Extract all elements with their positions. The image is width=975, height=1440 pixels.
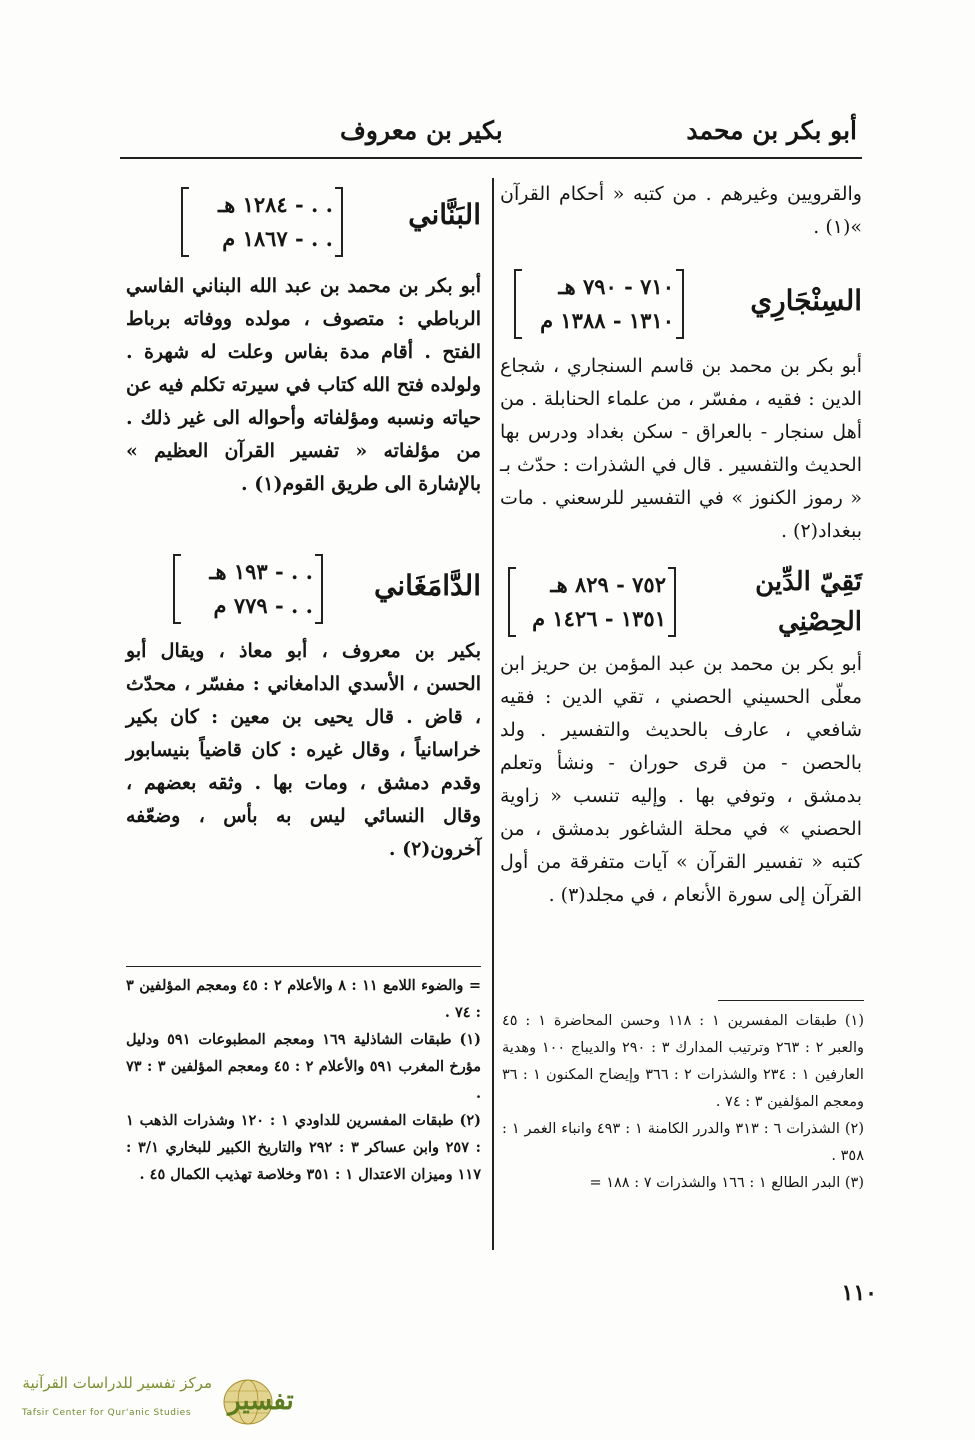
entry-name-hisni (722, 562, 862, 642)
entry-name-sinjari: السِنْجَارِي (750, 284, 862, 317)
logo-arabic-name: مركز تفسير للدراسات القرآنية (22, 1374, 212, 1392)
logo-english-name: Tafsir Center for Qur'anic Studies (22, 1408, 192, 1418)
date-gregorian: . . - ١٨٦٧ م (222, 226, 333, 251)
footnotes-left (126, 972, 481, 1188)
date-gregorian: ١٣٥١ - ١٤٢٦ م (532, 606, 666, 631)
date-box-sinjari (514, 270, 684, 338)
header-rule (120, 157, 862, 159)
running-header-left: بكير بن معروف (340, 116, 503, 145)
entry-name-bannani: البَنَّاني (408, 198, 481, 231)
right-column (500, 178, 862, 912)
date-box-bannani (181, 188, 343, 256)
footnote: (١) طبقات المفسرين ١ : ١١٨ وحسن المحاضرة ١ : ٤٥ والعبر ٢ : ٢٦٣ وترتيب المدارك ٣ : ٢٩٠ والديباج ١٠٠ وهدية العارفين ١ : ٢٣٤ والشذرات ٢ : ٣٦٦ وإيضاح المكنون ١ : ٣٦ ومعجم المؤلفين ٣ : ٧٤ . (502, 1013, 865, 1110)
left-column (126, 178, 481, 866)
logo-wordmark: تفسير (228, 1386, 294, 1416)
date-gregorian: ١٣١٠ - ١٣٨٨ م (540, 308, 674, 333)
footnote-rule-right (718, 1000, 864, 1001)
footnote: (٣) البدر الطالع ١ : ١٦٦ والشذرات ٧ : ١٨٨ = (589, 1175, 864, 1191)
footnotes-right (502, 1008, 864, 1197)
continued-paragraph: والقرويين وغيرهم . من كتبه « أحكام القرآن »(١) . (500, 183, 862, 238)
entry-text-hisni: أبو بكر بن محمد بن عبد المؤمن بن حريز ابن معلّى الحسيني الحصني ، تقي الدين : فقيه شافعي ، عارف بالحديث والتفسير . ولد بالحصن - من قرى حوران - ونشأ وتعلم بدمشق ، وتوفي بها . وإليه تنسب « زاوية الحصني » في محلة الشاغور بدمشق ، من كتبه « تفسير القرآن » آيات متفرقة من أول القرآن إلى سورة الأنعام ، في مجلد(٣) . (500, 653, 862, 906)
date-hijri: ٧٥٢ - ٨٢٩ هـ (550, 572, 666, 597)
entry-header-hisni (500, 558, 862, 648)
entry-text-bannani: أبو بكر بن محمد بن عبد الله البناني الفاسي الرباطي : متصوف ، مولده ووفاته برباط الفتح . أقام مدة بفاس وعلت له شهرة . ولولده فتح الله كتاب في سيرته تكلم فيه عن حياته ونسبه ومؤلفاته وأحواله الى غير ذلك . من مؤلفاته « تفسير القرآن العظيم » بالإشارة الى طريق القوم(١) . (126, 275, 481, 495)
footnote: (٢) طبقات المفسرين للداودي ١ : ١٢٠ وشذرات الذهب ١ : ٢٥٧ وابن عساكر ٣ : ٢٩٢ والتاريخ الكبير للبخاري ٣/١ : ١١٧ وميزان الاعتدال ١ : ٣٥١ وخلاصة تهذيب الكمال ٤٥ . (126, 1112, 482, 1183)
entry-name-line2: الحِصْنِي (778, 607, 862, 637)
date-box-hisni (508, 568, 676, 636)
entry-header-damghani (126, 547, 481, 635)
entry-header-bannani (126, 178, 481, 270)
entry-name-damghani: الدَّامَغَاني (374, 569, 481, 602)
entry-header-sinjari (500, 262, 862, 350)
footnote: (١) طبقات الشاذلية ١٦٩ ومعجم المطبوعات ٥٩١ ودليل مؤرخ المغرب ٥٩١ والأعلام ٢ : ٤٥ ومعجم المؤلفين ٣ : ٧٣ . (126, 1031, 481, 1102)
footnote: = والضوء اللامع ١١ : ٨ والأعلام ٢ : ٤٥ ومعجم المؤلفين ٣ : ٧٤ . (126, 977, 481, 1021)
column-divider (492, 178, 494, 1250)
running-header-right: أبو بكر بن محمد (686, 116, 857, 145)
page-number: ١١٠ (841, 1280, 877, 1306)
date-hijri: . . - ١٢٨٤ هـ (218, 192, 333, 217)
date-gregorian: . . - ٧٧٩ م (213, 593, 313, 618)
tafsir-center-logo (8, 1372, 298, 1430)
footnote-rule-left (126, 966, 481, 967)
entry-text-damghani: بكير بن معروف ، أبو معاذ ، ويقال أبو الحسن ، الأسدي الدامغاني : مفسّر ، محدّث ، قاض . قال يحيى بن معين : كان بكير خراسانياً ، وقال غيره : كان قاضياً بنيسابور وقدم دمشق ، ومات بها . وثقه بعضهم ، وقال النسائي ليس به بأس ، وضعّفه آخرون(٢) . (126, 640, 481, 860)
date-hijri: . . - ١٩٣ هـ (209, 559, 313, 584)
footnote: (٢) الشذرات ٦ : ٣١٣ والدرر الكامنة ١ : ٤٩٣ وانباء الغمر ١ : ٣٥٨ . (502, 1121, 864, 1164)
entry-name-line1: تَقِيّ الدِّين (755, 567, 862, 597)
date-box-damghani (173, 555, 323, 623)
date-hijri: ٧١٠ - ٧٩٠ هـ (558, 274, 674, 299)
entry-text-sinjari: أبو بكر بن محمد بن قاسم السنجاري ، شجاع الدين : فقيه ، مفسّر ، من علماء الحنابلة . من أهل سنجار - بالعراق - سكن بغداد ودرس بها الحديث والتفسير . قال في الشذرات : حدّث بـ « رموز الكنوز » في التفسير للرسعني . مات ببغداد(٢) . (500, 355, 862, 542)
